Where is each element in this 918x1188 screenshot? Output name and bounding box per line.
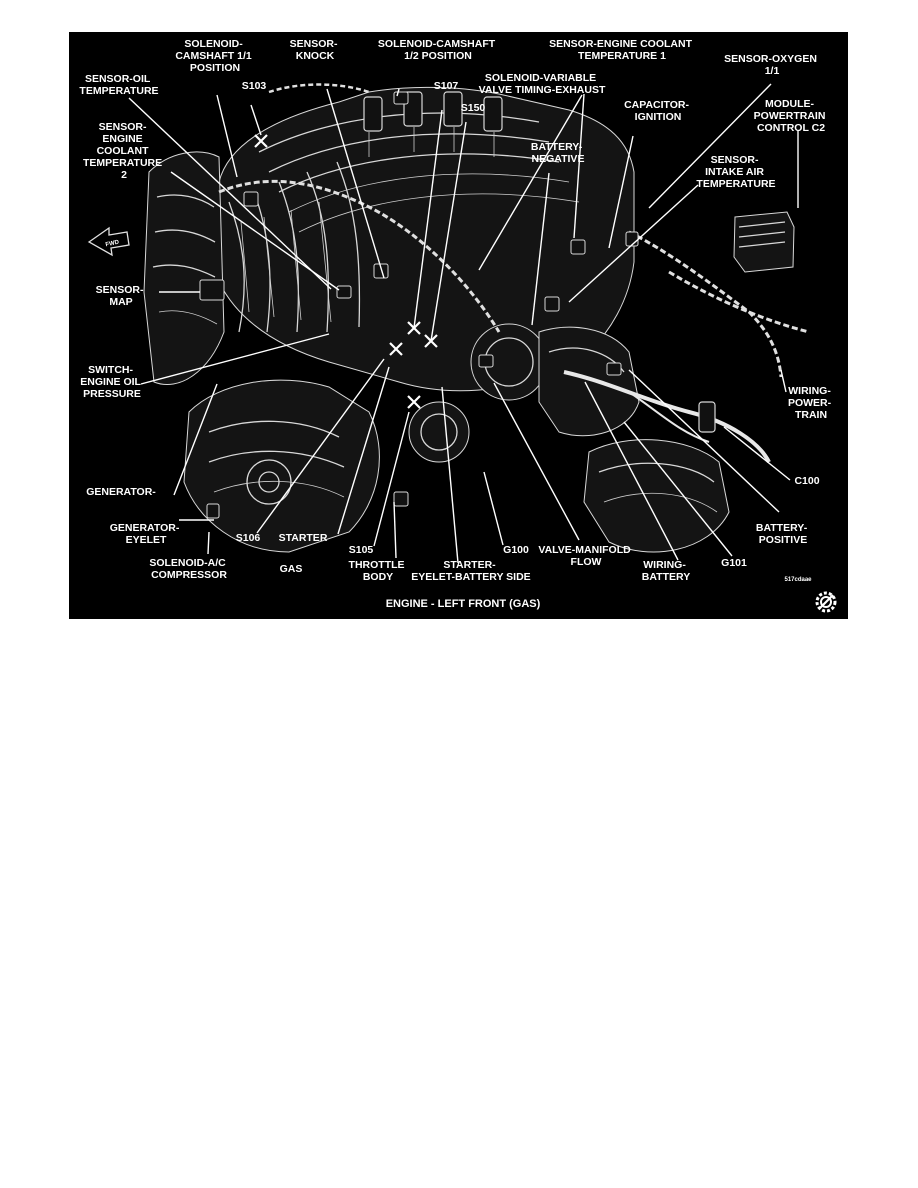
label-s107: S107 [433,80,459,92]
label-g100: G100 [503,544,529,556]
figure-code: 517cdaae [784,577,812,583]
label-s105: S105 [348,544,374,556]
label-starter: STARTER [278,532,328,544]
label-solenoid-variable-valve: SOLENOID-VARIABLE VALVE TIMING-EXHAUST [478,72,606,96]
label-sensor-engine-coolant-temp-2: SENSOR- ENGINE COOLANT TEMPERATURE 2 [82,121,163,181]
label-sensor-engine-coolant-temp-1: SENSOR-ENGINE COOLANT TEMPERATURE 1 [549,38,693,62]
label-sensor-map: SENSOR- MAP [95,284,144,308]
label-solenoid-ac: SOLENOID-A/C COMPRESSOR [149,557,227,581]
label-wiring-powertrain: WIRING- POWER- TRAIN [787,385,832,421]
label-battery-negative: BATTERY- NEGATIVE [530,141,585,165]
engine-diagram [69,32,848,619]
label-g101: G101 [721,557,747,569]
label-battery-positive: BATTERY- POSITIVE [755,522,808,546]
label-gas: GAS [279,563,303,575]
label-wiring-battery: WIRING- BATTERY [641,559,691,583]
label-module-powertrain: MODULE- POWERTRAIN CONTROL C2 [753,98,826,134]
label-generator: GENERATOR- [86,486,156,498]
label-sensor-knock: SENSOR- KNOCK [289,38,338,62]
fwd-label: FWD [105,239,120,249]
fwd-arrow-icon [89,228,129,255]
label-generator-eyelet: GENERATOR- EYELET [109,522,180,546]
label-s103: S103 [241,80,267,92]
label-s150: S150 [460,102,486,114]
label-solenoid-camshaft-1-2: SOLENOID-CAMSHAFT 1/2 POSITION [377,38,496,62]
gear-icon [817,593,835,611]
label-switch-engine-oil: SWITCH- ENGINE OIL PRESSURE [80,364,141,400]
label-solenoid-camshaft-1-1: SOLENOID- CAMSHAFT 1/1 POSITION [175,38,252,74]
label-sensor-oxygen: SENSOR-OXYGEN 1/1 [724,53,817,77]
diagram-caption: ENGINE - LEFT FRONT (GAS) [385,598,541,610]
label-sensor-oil-temperature: SENSOR-OIL TEMPERATURE [79,73,159,97]
splice-x-s105 [408,396,420,408]
label-valve-manifold-flow: VALVE-MANIFOLD FLOW [538,544,631,568]
label-sensor-intake-air: SENSOR- INTAKE AIR TEMPERATURE [696,154,776,190]
label-c100: C100 [794,475,820,487]
label-s106: S106 [235,532,261,544]
label-starter-eyelet: STARTER- EYELET-BATTERY SIDE [411,559,531,583]
label-throttle-body: THROTTLE BODY [348,559,405,583]
label-capacitor-ignition: CAPACITOR- IGNITION [624,99,690,123]
diagram-panel [69,32,848,619]
